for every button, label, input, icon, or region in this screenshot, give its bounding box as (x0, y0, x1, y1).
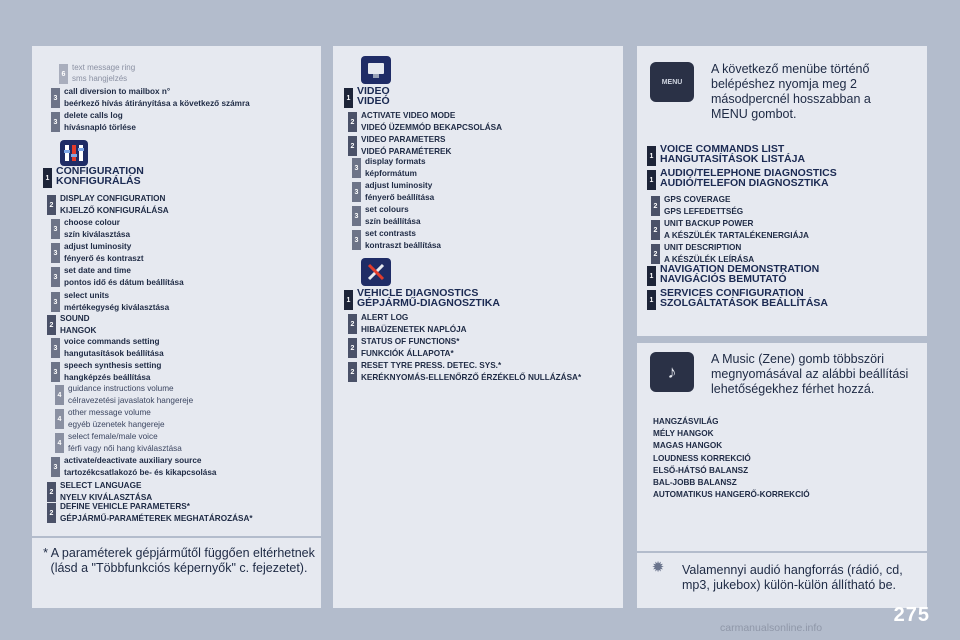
menu-row (59, 62, 135, 84)
menu-row-label (357, 288, 500, 308)
menu-row (651, 242, 754, 265)
menu-row (51, 290, 169, 314)
menu-row-line: GÉPJÁRMŰ-PARAMÉTEREK MEGHATÁROZÁSA* (60, 513, 253, 523)
menu-level-badge: 4 (55, 433, 64, 453)
menu-row-label (664, 218, 809, 241)
music-intro-text: A Music (Zene) gomb többszöri megnyomásával az alábbi beállítási lehetőségekhez férhet hozzá. (711, 352, 909, 396)
menu-row-line: NAVIGÁCIÓS BEMUTATÓ (660, 273, 787, 285)
menu-row-line: HANGOK (60, 325, 97, 335)
diagnostics-icon (361, 258, 391, 286)
menu-level-badge: 3 (51, 88, 60, 108)
footnote-text: * A paraméterek gépjárműtől függően eltérhetnek (lásd a "Többfunkciós képernyők" c. fejezetet). (43, 546, 315, 575)
menu-row-line: mértékegység kiválasztása (64, 303, 170, 312)
menu-row-line: SERVICES CONFIGURATION (660, 287, 804, 299)
menu-level-badge: 2 (47, 315, 56, 335)
menu-row-line: DEFINE VEHICLE PARAMETERS* (60, 502, 190, 511)
menu-row (348, 360, 581, 383)
menu-row-label (660, 288, 828, 308)
menu-level-badge: 2 (47, 503, 56, 523)
menu-row (647, 288, 828, 310)
menu-row-label (365, 228, 441, 252)
menu-row-line: display formats (365, 157, 426, 166)
menu-row-line: férfi vagy női hang kiválasztása (68, 443, 182, 453)
menu-row-label (365, 180, 434, 204)
menu-row (647, 264, 819, 286)
menu-row-line: kontraszt beállítása (365, 241, 441, 250)
menu-level-badge: 1 (647, 266, 656, 286)
light-bulb-icon: ✹ (651, 559, 665, 576)
menu-row-line: SZOLGÁLTATÁSOK BEÁLLÍTÁSA (660, 297, 828, 309)
menu-row-line: hívásnapló törlése (64, 123, 136, 132)
menu-row-label (365, 204, 421, 228)
menu-row-line: SELECT LANGUAGE (60, 481, 142, 490)
menu-row-line: delete calls log (64, 111, 123, 120)
menu-row-line: VOICE COMMANDS LIST (660, 143, 785, 155)
menu-level-badge: 3 (51, 292, 60, 312)
menu-row-line: pontos idő és dátum beállítása (64, 278, 184, 287)
menu-row-line: call diversion to mailbox n° (64, 87, 171, 96)
menu-level-badge: 2 (348, 112, 357, 132)
menu-row-label (64, 455, 216, 479)
configuration-icon (60, 140, 88, 166)
menu-row-label (365, 156, 426, 180)
menu-row-line: fényerő beállítása (365, 193, 435, 202)
menu-row-line: NAVIGATION DEMONSTRATION (660, 263, 820, 275)
menu-row-label (660, 168, 837, 188)
menu-row-line: HIBAÜZENETEK NAPLÓJA (361, 324, 467, 334)
page-number: 275 (893, 604, 930, 626)
menu-row-label (664, 194, 743, 217)
menu-level-badge: 1 (43, 168, 52, 188)
menu-level-badge: 1 (344, 88, 353, 108)
menu-row-line: GÉPJÁRMŰ-DIAGNOSZTIKA (357, 297, 500, 309)
menu-row (51, 360, 161, 384)
menu-row-line: choose colour (64, 218, 120, 227)
menu-row-line: AUDIO/TELEPHONE DIAGNOSTICS (660, 167, 837, 179)
menu-row-line: A KÉSZÜLÉK TARTALÉKENERGIÁJA (664, 230, 809, 240)
menu-level-badge: 2 (651, 196, 660, 216)
menu-row-label (60, 193, 169, 216)
menu-row-line: fényerő és kontraszt (64, 254, 144, 263)
menu-row-line: UNIT DESCRIPTION (664, 243, 742, 252)
menu-level-badge: 2 (348, 338, 357, 358)
menu-row-line: beérkező hívás átirányítása a következő számra (64, 99, 250, 108)
menu-row-label (64, 217, 130, 241)
menu-row-line: KERÉKNYOMÁS-ELLENŐRZŐ ÉRZÉKELŐ NULLÁZÁSA* (361, 372, 582, 382)
menu-row (51, 110, 136, 134)
menu-row-line: VIDEO PARAMETERS (361, 135, 446, 144)
menu-row-label (56, 166, 144, 186)
video-icon (361, 56, 391, 84)
menu-level-badge: 1 (647, 146, 656, 166)
menu-level-badge: 4 (55, 409, 64, 429)
menu-row (47, 193, 169, 216)
music-setting-item: ELSŐ-HÁTSÓ BALANSZ (653, 465, 749, 475)
music-setting-item: BAL-JOBB BALANSZ (653, 478, 737, 488)
menu-row-label (68, 407, 165, 430)
menu-row-line: GPS COVERAGE (664, 195, 731, 204)
menu-row-label (64, 265, 184, 289)
menu-level-badge: 3 (352, 206, 361, 226)
menu-row-line: képformátum (365, 169, 417, 178)
menu-row-line: select units (64, 291, 110, 300)
menu-level-badge: 3 (352, 182, 361, 202)
menu-row-label (664, 242, 754, 265)
menu-row-line: activate/deactivate auxiliary source (64, 456, 202, 465)
menu-level-badge: 4 (55, 385, 64, 405)
menu-row-label (357, 86, 390, 106)
menu-level-badge: 3 (51, 112, 60, 132)
menu-row-label (361, 110, 502, 133)
menu-row-label (361, 312, 467, 335)
menu-level-badge: 1 (647, 170, 656, 190)
menu-row (51, 336, 164, 360)
menu-level-badge: 3 (51, 457, 60, 477)
menu-row-line: KONFIGURÁLÁS (56, 175, 141, 187)
menu-row-line: RESET TYRE PRESS. DETEC. SYS.* (361, 361, 502, 370)
menu-row-line: hangutasítások beállítása (64, 349, 164, 358)
menu-level-badge: 3 (51, 338, 60, 358)
menu-row (352, 180, 434, 204)
menu-row-line: UNIT BACKUP POWER (664, 219, 754, 228)
music-setting-item: MAGAS HANGOK (653, 441, 723, 451)
menu-row-label (68, 383, 193, 406)
menu-row-label (72, 62, 135, 84)
menu-level-badge: 3 (51, 219, 60, 239)
menu-row-line: set contrasts (365, 229, 416, 238)
menu-level-badge: 2 (47, 482, 56, 502)
menu-row (348, 134, 451, 157)
menu-row-label (64, 110, 136, 134)
music-setting-item: AUTOMATIKUS HANGERŐ-KORREKCIÓ (653, 490, 810, 500)
menu-row-line: KIJELZŐ KONFIGURÁLÁSA (60, 205, 169, 215)
menu-level-badge: 2 (651, 220, 660, 240)
menu-row-line: AUDIÓ/TELEFON DIAGNOSZTIKA (660, 177, 829, 189)
menu-row (348, 110, 502, 133)
menu-level-badge: 2 (47, 195, 56, 215)
music-button-icon (650, 352, 694, 392)
menu-row-line: ACTIVATE VIDEO MODE (361, 111, 456, 120)
menu-level-badge: 2 (348, 136, 357, 156)
menu-row-label (660, 264, 819, 284)
menu-row (348, 336, 459, 359)
menu-row-label (60, 480, 152, 503)
menu-row-line: STATUS OF FUNCTIONS* (361, 337, 460, 346)
menu-row-label (361, 360, 581, 383)
menu-row-line: szín kiválasztása (64, 230, 130, 239)
music-setting-item: MÉLY HANGOK (653, 429, 714, 439)
menu-row-line: VIDEÓ ÜZEMMÓD BEKAPCSOLÁSA (361, 122, 503, 132)
menu-row-line: voice commands setting (64, 337, 160, 346)
music-setting-item: HANGZÁSVILÁG (653, 417, 719, 426)
menu-row-line: set date and time (64, 266, 131, 275)
menu-row-label (660, 144, 805, 164)
menu-row-label (361, 336, 459, 359)
music-setting-item: LOUDNESS KORREKCIÓ (653, 453, 751, 463)
menu-row (651, 218, 809, 241)
menu-level-badge: 3 (352, 230, 361, 250)
menu-row-label (64, 290, 169, 314)
menu-row-line: célravezetési javaslatok hangereje (68, 395, 194, 405)
menu-row-label (60, 313, 96, 336)
menu-row-line: szín beállítása (365, 217, 421, 226)
menu-level-badge: 2 (651, 244, 660, 264)
menu-row-line: A KÉSZÜLÉK LEÍRÁSA (664, 254, 755, 264)
menu-row-line: text message ring (72, 63, 136, 72)
menu-level-badge: 3 (51, 362, 60, 382)
menu-row-line: NYELV KIVÁLASZTÁSA (60, 492, 153, 502)
menu-row (47, 313, 96, 336)
menu-row (51, 86, 250, 110)
menu-level-badge: 3 (51, 243, 60, 263)
menu-row (651, 194, 743, 217)
menu-button-icon (650, 62, 694, 102)
menu-row-line: CONFIGURATION (56, 165, 144, 177)
menu-row (344, 288, 500, 310)
menu-row-line: select female/male voice (68, 432, 158, 441)
menu-row-label (68, 431, 182, 454)
menu-row-line: VEHICLE DIAGNOSTICS (357, 287, 479, 299)
menu-level-badge: 3 (51, 267, 60, 287)
menu-row-line: sms hangjelzés (72, 74, 128, 83)
menu-row-line: set colours (365, 205, 409, 214)
menu-row-line: adjust luminosity (64, 242, 132, 251)
menu-level-badge: 1 (647, 290, 656, 310)
menu-row-line: speech synthesis setting (64, 361, 162, 370)
menu-row-label (64, 86, 250, 110)
menu-row-line: ALERT LOG (361, 313, 409, 322)
menu-row (55, 383, 193, 406)
menu-row-line: tartozékcsatlakozó be- és kikapcsolása (64, 468, 217, 477)
menu-row-line: VIDEÓ PARAMÉTEREK (361, 146, 452, 156)
menu-button-label: MENU (661, 78, 683, 86)
menu-row (51, 241, 144, 265)
menu-row-line: other message volume (68, 408, 151, 417)
menu-row (51, 455, 216, 479)
menu-row (51, 265, 184, 289)
menu-level-badge: 6 (59, 64, 68, 84)
menu-row (47, 480, 152, 503)
menu-row (55, 431, 182, 454)
music-settings-list (653, 416, 810, 501)
menu-row-line: GPS LEFEDETTSÉG (664, 206, 744, 216)
menu-level-badge: 2 (348, 314, 357, 334)
menu-row-line: guidance instructions volume (68, 384, 174, 393)
menu-row (43, 166, 144, 188)
menu-row (352, 228, 441, 252)
menu-row-line: VIDEÓ (357, 95, 390, 107)
menu-row-line: egyéb üzenetek hangereje (68, 419, 165, 429)
menu-row-line: hangképzés beállítása (64, 373, 151, 382)
menu-row-label (64, 241, 144, 265)
watermark: carmanualsonline.info (720, 622, 823, 634)
menu-row (352, 156, 426, 180)
menu-row (348, 312, 467, 335)
menu-row (47, 501, 253, 524)
menu-level-badge: 1 (344, 290, 353, 310)
menu-row (51, 217, 130, 241)
menu-row-line: DISPLAY CONFIGURATION (60, 194, 166, 203)
menu-row-label (60, 501, 253, 524)
menu-row (647, 168, 837, 190)
menu-row-line: SOUND (60, 314, 90, 323)
menu-row-line: FUNKCIÓK ÁLLAPOTA* (361, 348, 454, 358)
menu-level-badge: 3 (352, 158, 361, 178)
menu-row-label (64, 360, 161, 384)
menu-row-label (64, 336, 164, 360)
menu-row (647, 144, 805, 166)
menu-row-label (361, 134, 451, 157)
music-note-icon: ♪ (667, 361, 677, 382)
menu-row-line: HANGUTASÍTÁSOK LISTÁJA (660, 153, 806, 165)
menu-row (344, 86, 390, 108)
menu-intro-text: A következő menübe történő belépéshez nyomja meg 2 másodpercnél hosszabban a MENU gombot. (711, 62, 871, 121)
audio-tip-text: Valamennyi audió hangforrás (rádió, cd, mp3, jukebox) külön-külön állítható be. (682, 563, 903, 592)
menu-row-line: adjust luminosity (365, 181, 433, 190)
menu-row (55, 407, 165, 430)
menu-row-line: VIDEO (357, 85, 390, 97)
menu-row (352, 204, 421, 228)
menu-level-badge: 2 (348, 362, 357, 382)
